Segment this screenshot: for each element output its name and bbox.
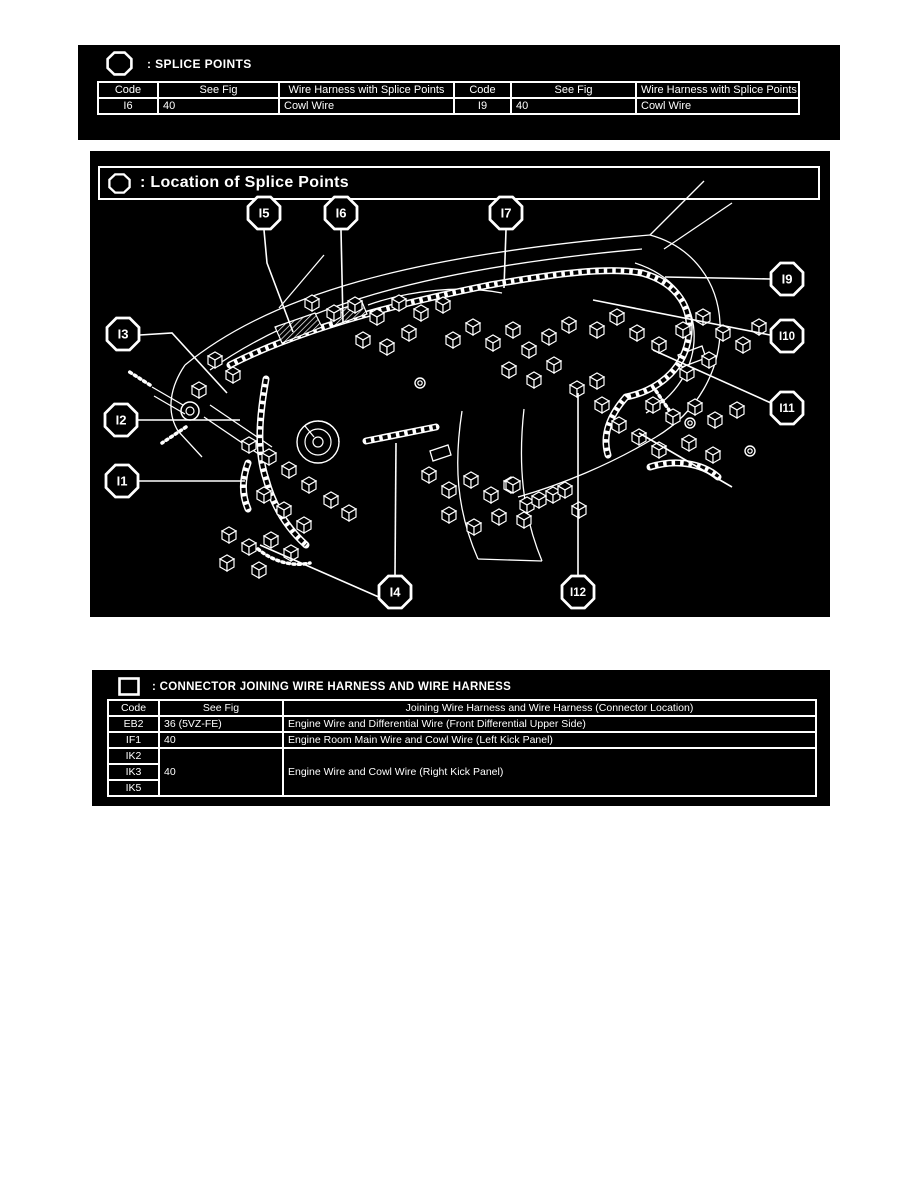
col-header: Wire Harness with Splice Points — [279, 82, 454, 98]
code-cell: I9 — [454, 98, 511, 114]
connector-joining-panel — [92, 670, 830, 806]
connector-row-EB2 — [108, 716, 816, 732]
callout-I10 — [771, 320, 803, 352]
code-cell: IK3 — [108, 764, 159, 780]
callout-label: I6 — [335, 205, 347, 221]
callout-label: I3 — [117, 326, 129, 342]
callout-label: I4 — [389, 584, 401, 600]
callout-label: I2 — [115, 412, 127, 428]
callout-I11 — [771, 392, 803, 424]
col-header: Code — [98, 82, 158, 98]
see-fig-cell: 40 — [158, 98, 279, 114]
callout-label: I5 — [258, 205, 270, 221]
see-fig-cell: 40 — [159, 748, 283, 796]
connector-row-IF1 — [108, 732, 816, 748]
code-cell: IF1 — [108, 732, 159, 748]
col-header: See Fig — [159, 700, 283, 716]
code-cell: IK2 — [108, 748, 159, 764]
connector-joining-header — [118, 677, 511, 696]
see-fig-cell: 40 — [511, 98, 636, 114]
description-cell: Engine Wire and Cowl Wire (Right Kick Panel) — [283, 748, 816, 796]
connector-row-IK2 — [108, 748, 816, 764]
splice-points-panel — [78, 45, 840, 140]
code-cell: IK5 — [108, 780, 159, 796]
description-cell: Engine Room Main Wire and Cowl Wire (Left Kick Panel) — [283, 732, 816, 748]
callout-I2 — [105, 404, 137, 436]
callout-I12 — [562, 576, 594, 608]
square-icon — [118, 677, 140, 696]
connector-joining-table — [107, 699, 817, 797]
harness-diagram — [90, 151, 830, 617]
code-cell: EB2 — [108, 716, 159, 732]
see-fig-cell: 40 — [159, 732, 283, 748]
callout-I6 — [325, 197, 357, 229]
callout-label: I11 — [779, 403, 795, 415]
code-cell: I6 — [98, 98, 158, 114]
callout-label: I12 — [570, 587, 586, 599]
harness-cell: Cowl Wire — [279, 98, 454, 114]
callout-I1 — [106, 465, 138, 497]
splice-points-header — [106, 51, 252, 76]
col-header: See Fig — [511, 82, 636, 98]
splice-points-data-row — [98, 98, 799, 114]
blower-motor-detail — [297, 421, 339, 463]
location-title: : Location of Splice Points — [140, 174, 349, 191]
callout-I3 — [107, 318, 139, 350]
callout-label: I10 — [779, 331, 795, 343]
ignition-key-detail — [128, 371, 199, 420]
callout-label: I9 — [781, 271, 793, 287]
col-header: Joining Wire Harness and Wire Harness (Connector Location) — [283, 700, 816, 716]
callout-label: I7 — [500, 205, 512, 221]
callout-I4 — [379, 576, 411, 608]
splice-points-table — [97, 81, 800, 115]
callout-label: I1 — [116, 473, 128, 489]
col-header: Code — [454, 82, 511, 98]
octagon-icon — [106, 51, 133, 76]
callout-I5 — [248, 197, 280, 229]
location-of-splice-points-panel — [90, 151, 830, 617]
description-cell: Engine Wire and Differential Wire (Front Differential Upper Side) — [283, 716, 816, 732]
harness-cell: Cowl Wire — [636, 98, 799, 114]
col-header: Code — [108, 700, 159, 716]
dashboard-outline — [171, 181, 732, 561]
callout-I9 — [771, 263, 803, 295]
connector-joining-header-row — [108, 700, 816, 716]
connector-joining-title: : CONNECTOR JOINING WIRE HARNESS AND WIRE HARNESS — [152, 680, 512, 693]
col-header: See Fig — [158, 82, 279, 98]
see-fig-cell: 36 (5VZ-FE) — [159, 716, 283, 732]
callout-I7 — [490, 197, 522, 229]
harness-bundles — [162, 271, 718, 565]
splice-points-header-row — [98, 82, 799, 98]
splice-points-title: : SPLICE POINTS — [147, 56, 252, 71]
connector-cubes — [192, 295, 766, 578]
col-header: Wire Harness with Splice Points — [636, 82, 799, 98]
